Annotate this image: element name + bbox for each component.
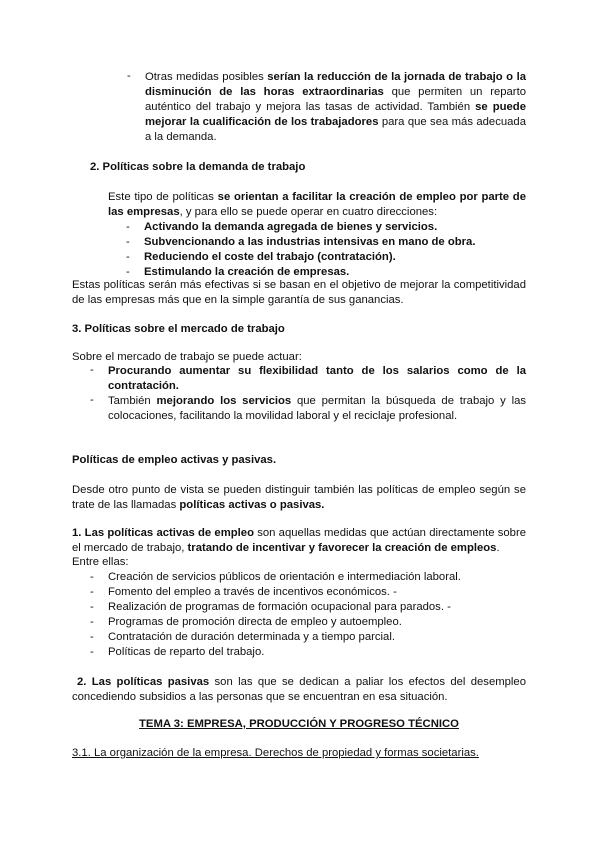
list-item: - Contratación de duración determinada y a tiempo parcial. xyxy=(90,631,395,643)
topic-title: TEMA 3: EMPRESA, PRODUCCIÓN Y PROGRESO TÉCNICO xyxy=(139,718,459,730)
list-item: - Programas de promoción directa de empleo y autoempleo. xyxy=(90,616,402,628)
list-item: - Reduciendo el coste del trabajo (contratación). xyxy=(126,251,396,263)
topic-subtitle: 3.1. La organización de la empresa. Derechos de propiedad y formas societarias. xyxy=(72,747,479,759)
list-item: - Procurando aumentar su flexibilidad tanto de los salarios como de la contratación. xyxy=(90,364,526,392)
section3-intro: Sobre el mercado de trabajo se puede actuar: xyxy=(72,351,302,363)
list-item: - Realización de programas de formación ocupacional para parados. - xyxy=(90,601,451,613)
list-item: - Subvencionando a las industrias intensivas en mano de obra. xyxy=(126,236,476,248)
active-policies-paragraph: 1. Las políticas activas de empleo son aquellas medidas que actúan directamente sobre el mercado de trabajo, tratando de incentivar y favorecer la creación de empleos. xyxy=(72,527,527,554)
section2-note: Estas políticas serán más efectivas si se basan en el objetivo de mejorar la competitividad de las empresas más que en la simple garantía de sus ganancias. xyxy=(72,279,526,306)
passive-policies-paragraph: 2. Las políticas pasivas son las que se dedican a paliar los efectos del desempleo concediendo subsidios a las personas que se encuentran en esa situación. xyxy=(72,676,526,703)
section3-list xyxy=(72,364,526,424)
list-item: - Políticas de reparto del trabajo. xyxy=(90,646,265,658)
list-item: - Estimulando la creación de empresas. xyxy=(126,266,350,278)
list-item: - También mejorando los servicios que permitan la búsqueda de trabajo y las colocaciones, facilitando la movilidad laboral y el reciclaje profesional. xyxy=(90,394,527,422)
section2-intro: Este tipo de políticas se orientan a facilitar la creación de empleo por parte de las empresas, y para ello se puede operar en cuatro direcciones: xyxy=(108,191,526,218)
section3-heading: 3. Políticas sobre el mercado de trabajo xyxy=(72,323,285,335)
section2-heading: 2. Políticas sobre la demanda de trabajo xyxy=(90,161,306,173)
list-item: - Creación de servicios públicos de orientación e intermediación laboral. xyxy=(90,571,461,583)
list-item: - Fomento del empleo a través de incentivos económicos. - xyxy=(90,586,397,598)
item-other-text: Otras medidas posibles serían la reducción de la jornada de trabajo o la disminución de las horas extraordinarias que permiten un reparto auténtico del trabajo y mejora las tasas de actividad. También se puede mejorar la cualificación de los trabajadores para que sea más adecuada a la demanda. xyxy=(145,71,527,143)
active-policies-list xyxy=(90,570,530,660)
section4-intro: Desde otro punto de vista se pueden distinguir también las políticas de empleo según se trate de las llamadas políticas activas o pasivas. xyxy=(72,484,526,511)
list-item: - Activando la demanda agregada de bienes y servicios. xyxy=(126,221,438,233)
section4-heading: Políticas de empleo activas y pasivas. xyxy=(72,454,277,466)
section2-bullets xyxy=(126,220,546,280)
among-label: Entre ellas: xyxy=(72,556,129,568)
dash-marker: - xyxy=(127,70,131,82)
